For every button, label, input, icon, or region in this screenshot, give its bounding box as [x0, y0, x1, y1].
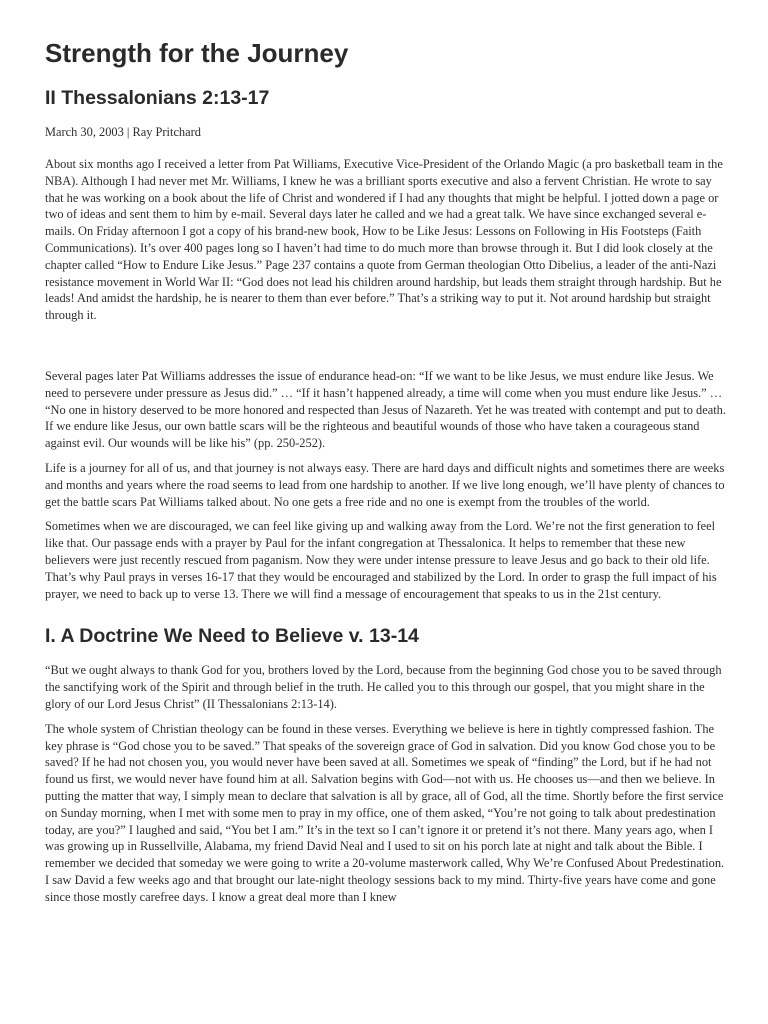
paragraph-endurance: Several pages later Pat Williams addresses the issue of endurance head-on: “If we want to be like Jesus, we must endure like Jesus. We need to persevere under pressure as Jesus did.” … “If it hasn’t happened already, a time will come when you must endure like Jesus.” … “No one in history deserved to be more honored and respected than Jesus of Nazareth. Yet he was treated with contempt and put to death. If we endure like Jesus, our own battle scars will be the righteous and beautiful wounds of those who have taken a courageous stand against evil. Our wounds will be like his” (pp. 250-252).: [45, 368, 726, 451]
paragraph-intro: About six months ago I received a letter from Pat Williams, Executive Vice-President of the Orlando Magic (a pro basketball team in the NBA). Although I had never met Mr. Williams, I knew he was a brilliant sports executive and also a fervent Christian. He wrote to say that he was working on a book about the life of Christ and wondered if I had any thoughts that might be helpful. I jotted down a page or two of ideas and sent them to him by e-mail. Several days later he called and we had a great talk. We have since exchanged several e-mails. On Friday afternoon I got a copy of his brand-new book, How to be Like Jesus: Lessons on Following in His Footsteps (Faith Communications). It’s over 400 pages long so I haven’t had time to do much more than browse through it. But I did look closely at the chapter called “How to Endure Like Jesus.” Page 237 contains a quote from German theologian Otto Dibelius, a leader of the anti-Nazi resistance movement in World War II: “God does not lead his children around hardship, but leads them straight through hardship. But he leads! And amidst the hardship, he is nearer to them than ever before.” That’s a striking way to put it. Not around hardship but straight through it.: [45, 157, 723, 323]
scripture-subtitle: II Thessalonians 2:13-17: [45, 87, 270, 109]
paragraph-journey: Life is a journey for all of us, and that journey is not always easy. There are hard days and difficult nights and sometimes there are weeks and months and years where the road seems to lead from one hardship to another. If we live long enough, we’ll have plenty of chances to get the battle scars Pat Williams talked about. No one gets a free ride and no one is exempt from the troubles of the world.: [45, 460, 725, 509]
section-heading: I. A Doctrine We Need to Believe v. 13-14: [45, 625, 419, 648]
paragraph-discouraged: Sometimes when we are discouraged, we can feel like giving up and walking away from the Lord. We’re not the first generation to feel like that. Our passage ends with a prayer by Paul for the infant congregation at Thessalonica. It helps to remember that these new believers were just recently rescued from paganism. Now they were under intense pressure to leave Jesus and go back to their old life. That’s why Paul prays in verses 16-17 that they would be encouraged and stabilized by the Lord. In order to grasp the full impact of his prayer, we need to back up to verse 13. There we will find a message of encouragement that speaks to us in the 21st century.: [45, 519, 717, 601]
paragraph-theology: The whole system of Christian theology can be found in these verses. Everything we believe is here in tightly compressed fashion. The key phrase is “God chose you to be saved.” That speaks of the sovereign grace of God in salvation. Did you know God chose you to be saved? If he had not chosen you, you would never have been saved at all. Sometimes we speak of “finding” the Lord, but if he had not found us first, we would never have found him at all. Salvation begins with God—not with us. He chooses us—and then we believe. In putting the matter that way, I simply mean to declare that salvation is all by grace, all of God, all the time. Shortly before the first service on Sunday morning, when I met with some men to pray in my office, one of them asked, “You’re not going to talk about predestination today, are you?” I laughed and said, “You bet I am.” It’s in the text so I can’t ignore it or pretend it’s not there. Many years ago, when I was growing up in Russellville, Alabama, my friend David Neal and I used to sit on his porch late at night and talk about the Bible. I remember we decided that someday we were going to write a 20-volume masterwork called, Why We’re Confused About Predestination. I saw David a few weeks ago and that brought our late-night theology sessions back to my mind. Thirty-five years have come and gone since those mostly carefree days. I know a great deal more than I knew: [45, 721, 725, 904]
paragraph-scripture-quote: “But we ought always to thank God for you, brothers loved by the Lord, because from the beginning God chose you to be saved through the sanctifying work of the Spirit and through belief in the truth. He called you to this through our gospel, that you might share in the glory of our Lord Jesus Christ” (II Thessalonians 2:13-14).: [45, 663, 722, 711]
spacer: [45, 332, 726, 368]
date-author-line: March 30, 2003 | Ray Pritchard: [45, 125, 201, 139]
page-title: Strength for the Journey: [45, 38, 349, 68]
